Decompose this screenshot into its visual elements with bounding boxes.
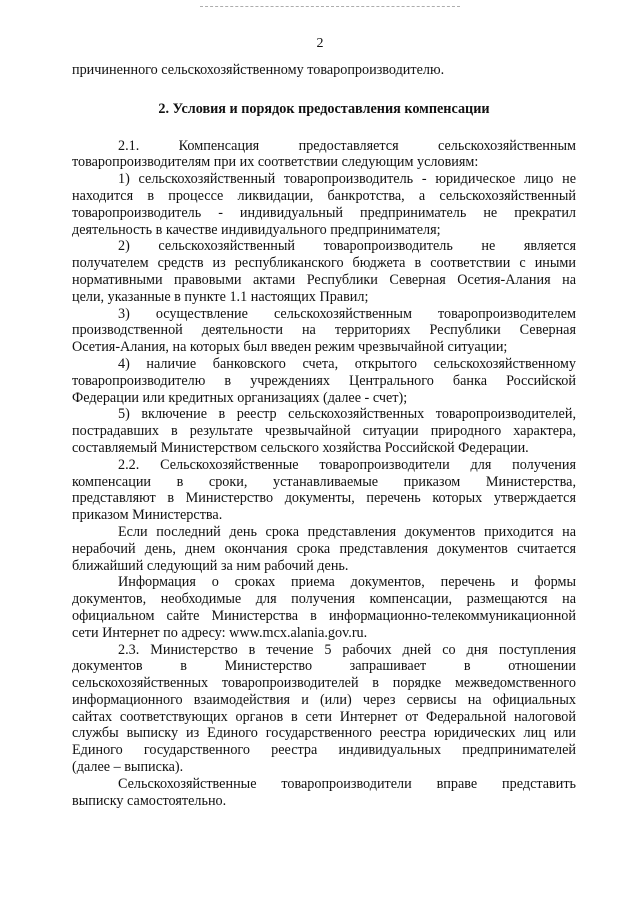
text-line: ближайший следующий за ним рабочий день. <box>72 557 349 574</box>
text-line: деятельность в качестве индивидуального предпринимателя; <box>72 221 441 238</box>
paragraph-2-3-line: 2.3. Министерство в течение 5 рабочих дней со дня поступления <box>118 641 576 658</box>
text-line: службы выписку из Единого государственного реестра юридических лиц или <box>72 725 576 742</box>
self-submit-paragraph-line: Сельскохозяйственные товаропроизводители вправе представить <box>118 775 576 792</box>
text-line: сельскохозяйственных товаропроизводителей в порядке межведомственного <box>72 675 576 692</box>
text-line: документов в Министерство запрашивает в отношении <box>72 658 576 675</box>
paragraph-2-1-line: 2.1. Компенсация предоставляется сельскохозяйственным <box>118 137 576 154</box>
text-line: товаропроизводителям при их соответствии следующим условиям: <box>72 154 479 171</box>
text-line: товаропроизводитель - индивидуальный предприниматель не прекратил <box>72 204 576 221</box>
text-line: сайтах соответствующих органов в сети Интернет от Федеральной налоговой <box>72 708 576 725</box>
paragraph-2-2-line: 2.2. Сельскохозяйственные товаропроизводители для получения <box>118 456 576 473</box>
info-paragraph-line: Информация о сроках приема документов, перечень и формы <box>118 574 576 591</box>
text-line: нормативными правовыми актами Республики Северная Осетия-Алания на <box>72 271 576 288</box>
text-line: представляют в Министерство документы, перечень которых утверждается <box>72 490 576 507</box>
condition-5-line: 5) включение в реестр сельскохозяйственных товаропроизводителей, <box>118 406 576 423</box>
deadline-paragraph-line: Если последний день срока представления документов приходится на <box>118 523 576 540</box>
text-line: нерабочий день, днем окончания срока представления документов считается <box>72 540 576 557</box>
text-line: Единого государственного реестра индивидуальных предпринимателей <box>72 742 576 759</box>
text-line: пострадавших в результате чрезвычайной ситуации природного характера, <box>72 423 576 440</box>
text-line: Осетия-Алания, на которых был введен режим чрезвычайной ситуации; <box>72 339 508 356</box>
text-line: товаропроизводителю в учреждениях Центрального банка Российской <box>72 372 576 389</box>
section-heading: 2. Условия и порядок предоставления компенсации <box>158 100 490 117</box>
scan-top-marks <box>200 0 460 7</box>
condition-2-line: 2) сельскохозяйственный товаропроизводитель не является <box>118 238 576 255</box>
text-line: Федерации или кредитных организациях (далее - счет); <box>72 389 408 406</box>
text-line: получателем средств из республиканского бюджета в соответствии с иными <box>72 255 576 272</box>
text-line: приказом Министерства. <box>72 507 223 524</box>
text-line: официальном сайте Министерства в информационно-телекоммуникационной <box>72 607 576 624</box>
text-line: сети Интернет по адресу: www.mcx.alania.gov.ru. <box>72 624 368 641</box>
text-line: выписку самостоятельно. <box>72 792 227 809</box>
text-line: информационного взаимодействия и (или) через сервисы на официальных <box>72 691 576 708</box>
page-number: 2 <box>316 36 324 51</box>
text-line: компенсации в сроки, устанавливаемые приказом Министерства, <box>72 473 576 490</box>
document-body <box>72 62 576 809</box>
text-line: производственной деятельности на территориях Республики Северная <box>72 322 576 339</box>
condition-3-line: 3) осуществление сельскохозяйственным товаропроизводителем <box>118 305 576 322</box>
condition-4-line: 4) наличие банковского счета, открытого сельскохозяйственному <box>118 355 576 372</box>
condition-1-line: 1) сельскохозяйственный товаропроизводитель - юридическое лицо не <box>118 171 576 188</box>
text-line: документов, необходимые для получения компенсации, размещаются на <box>72 591 576 608</box>
text-line: (далее – выписка). <box>72 759 184 776</box>
text-line: находится в процессе ликвидации, банкротства, а сельскохозяйственный <box>72 187 576 204</box>
text-line: составляемый Министерством сельского хозяйства Российской Федерации. <box>72 439 529 456</box>
text-line: цели, указанные в пункте 1.1 настоящих Правил; <box>72 288 369 305</box>
text-line: причиненного сельскохозяйственному товаропроизводителю. <box>72 62 445 78</box>
